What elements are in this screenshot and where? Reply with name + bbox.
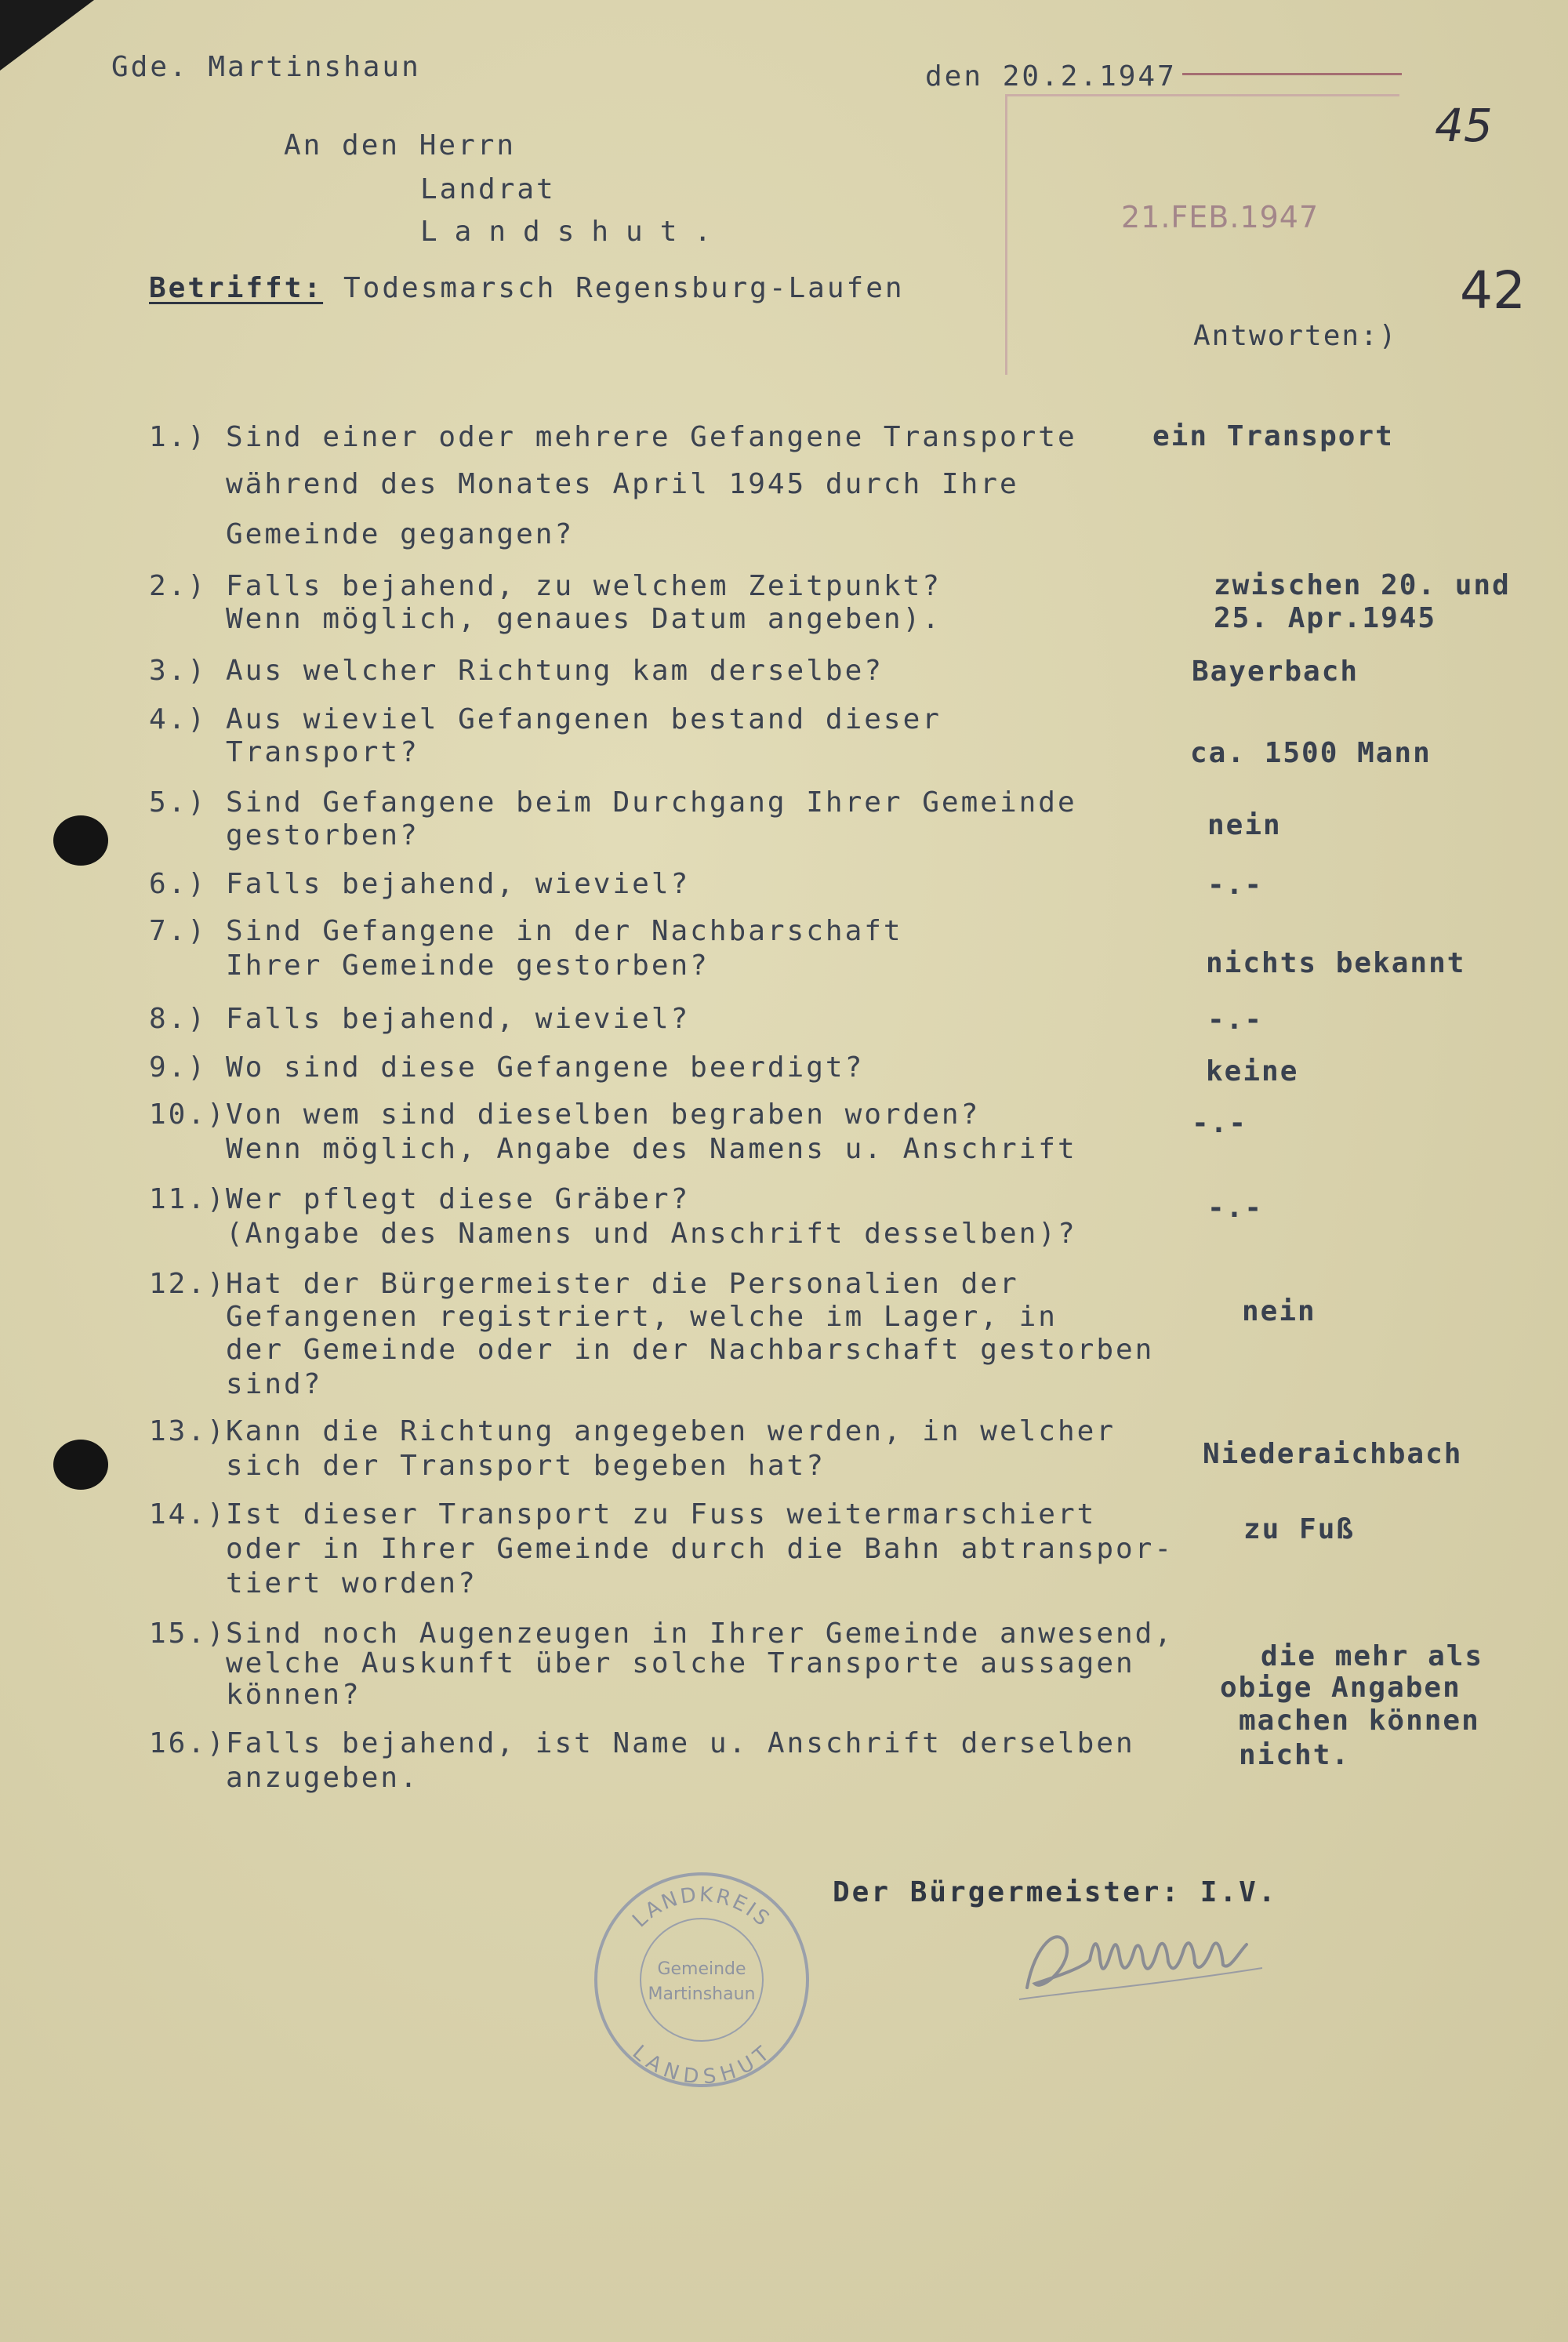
- answer-line: nichts bekannt: [1206, 947, 1466, 979]
- answer-line: Niederaichbach: [1203, 1438, 1463, 1470]
- question-number: 7.): [149, 915, 208, 947]
- question-number: 14.): [149, 1498, 227, 1530]
- addressee-line1: An den Herrn: [284, 129, 517, 162]
- question-line: Ihrer Gemeinde gestorben?: [226, 950, 710, 982]
- seal-center-line1: Gemeinde: [657, 1959, 746, 1979]
- answer-line: -.-: [1207, 1192, 1264, 1224]
- question-line: können?: [226, 1679, 361, 1711]
- punch-hole: [53, 815, 108, 866]
- answer-line: nein: [1207, 809, 1282, 841]
- addressee-line2: Landrat: [420, 173, 556, 205]
- svg-text:LANDKREIS: [628, 1883, 775, 1933]
- question-line: Sind einer oder mehrere Gefangene Transporte: [226, 421, 1077, 453]
- question-line: Transport?: [226, 736, 419, 768]
- question-line: Sind noch Augenzeugen in Ihrer Gemeinde anwesend,: [226, 1618, 1174, 1650]
- seal-top-text: LANDKREIS: [628, 1883, 775, 1933]
- question-line: oder in Ihrer Gemeinde durch die Bahn abtranspor-: [226, 1533, 1174, 1565]
- answer-line: obige Angaben: [1220, 1672, 1461, 1704]
- letter-date: den 20.2.1947: [925, 60, 1177, 93]
- question-line: Von wem sind dieselben begraben worden?: [226, 1098, 981, 1131]
- answer-line: zwischen 20. und: [1214, 569, 1511, 601]
- question-line: Ist dieser Transport zu Fuss weitermarschiert: [226, 1498, 1097, 1530]
- question-number: 3.): [149, 655, 208, 687]
- question-line: Wo sind diese Gefangene beerdigt?: [226, 1051, 865, 1084]
- seal-bottom-text: LANDSHUT: [627, 2040, 776, 2090]
- answers-label: Antworten:): [1193, 320, 1398, 352]
- handwritten-signature: [1011, 1913, 1294, 2007]
- question-number: 2.): [149, 570, 208, 602]
- answer-line: die mehr als: [1261, 1640, 1484, 1672]
- question-line: der Gemeinde oder in der Nachbarschaft gestorben: [226, 1334, 1155, 1366]
- question-number: 15.): [149, 1618, 227, 1650]
- torn-corner: [0, 0, 94, 71]
- signature-title: Der Bürgermeister: I.V.: [833, 1876, 1278, 1908]
- page-number: 42: [1460, 260, 1526, 321]
- answer-line: Bayerbach: [1192, 655, 1359, 688]
- question-line: Hat der Bürgermeister die Personalien der: [226, 1268, 1019, 1300]
- answer-line: 25. Apr.1945: [1214, 602, 1437, 634]
- question-line: Gefangenen registriert, welche im Lager, in: [226, 1301, 1058, 1333]
- question-line: sind?: [226, 1368, 323, 1400]
- question-number: 5.): [149, 786, 208, 819]
- subject-label: Betrifft:: [149, 272, 324, 304]
- question-line: Wenn möglich, Angabe des Namens u. Anschrift: [226, 1133, 1077, 1165]
- question-number: 11.): [149, 1183, 227, 1215]
- top-right-mark: 45: [1435, 99, 1493, 152]
- answer-line: nicht.: [1239, 1739, 1351, 1771]
- answer-line: -.-: [1207, 1004, 1264, 1036]
- subject-text: Todesmarsch Regensburg-Laufen: [343, 272, 905, 304]
- question-line: Falls bejahend, wieviel?: [226, 868, 691, 900]
- addressee-line3: Landshut.: [420, 216, 729, 248]
- question-line: gestorben?: [226, 819, 419, 851]
- received-stamp-date: 21.FEB.1947: [1121, 200, 1319, 234]
- question-line: anzugeben.: [226, 1762, 419, 1794]
- answer-line: zu Fuß: [1243, 1513, 1356, 1545]
- question-number: 16.): [149, 1727, 227, 1759]
- question-number: 9.): [149, 1051, 208, 1084]
- question-number: 13.): [149, 1415, 227, 1447]
- question-line: Falls bejahend, ist Name u. Anschrift derselben: [226, 1727, 1135, 1759]
- question-line: Kann die Richtung angegeben werden, in welcher: [226, 1415, 1116, 1447]
- municipality: Gde. Martinshaun: [111, 51, 421, 83]
- seal-center-line2: Martinshaun: [648, 1984, 756, 2004]
- question-number: 6.): [149, 868, 208, 900]
- question-number: 8.): [149, 1003, 208, 1035]
- question-number: 1.): [149, 421, 208, 453]
- answer-line: ein Transport: [1152, 420, 1394, 452]
- question-line: während des Monates April 1945 durch Ihre: [226, 468, 1019, 500]
- svg-text:LANDSHUT: [628, 2041, 776, 2090]
- question-line: Falls bejahend, wieviel?: [226, 1003, 691, 1035]
- answer-line: -.-: [1192, 1107, 1248, 1139]
- answer-line: nein: [1242, 1295, 1316, 1327]
- date-underline: [1182, 73, 1402, 75]
- answer-line: keine: [1206, 1055, 1299, 1087]
- question-number: 10.): [149, 1098, 227, 1131]
- question-line: sich der Transport begeben hat?: [226, 1450, 826, 1482]
- question-line: Aus wieviel Gefangenen bestand dieser: [226, 703, 942, 735]
- question-line: welche Auskunft über solche Transporte aussagen: [226, 1647, 1135, 1679]
- question-line: Gemeinde gegangen?: [226, 518, 575, 550]
- question-number: 4.): [149, 703, 208, 735]
- question-line: (Angabe des Namens und Anschrift desselben)?: [226, 1218, 1077, 1250]
- question-number: 12.): [149, 1268, 227, 1300]
- answer-line: -.-: [1207, 869, 1264, 901]
- answer-line: machen können: [1239, 1705, 1480, 1737]
- question-line: tiert worden?: [226, 1567, 477, 1599]
- question-line: Sind Gefangene beim Durchgang Ihrer Gemeinde: [226, 786, 1077, 819]
- punch-hole: [53, 1440, 108, 1490]
- answer-line: ca. 1500 Mann: [1190, 737, 1432, 769]
- question-line: Falls bejahend, zu welchem Zeitpunkt?: [226, 570, 942, 602]
- question-line: Sind Gefangene in der Nachbarschaft: [226, 915, 903, 947]
- question-line: Aus welcher Richtung kam derselbe?: [226, 655, 884, 687]
- question-line: Wer pflegt diese Gräber?: [226, 1183, 691, 1215]
- question-line: Wenn möglich, genaues Datum angeben).: [226, 603, 942, 635]
- municipal-seal: [588, 1866, 815, 2093]
